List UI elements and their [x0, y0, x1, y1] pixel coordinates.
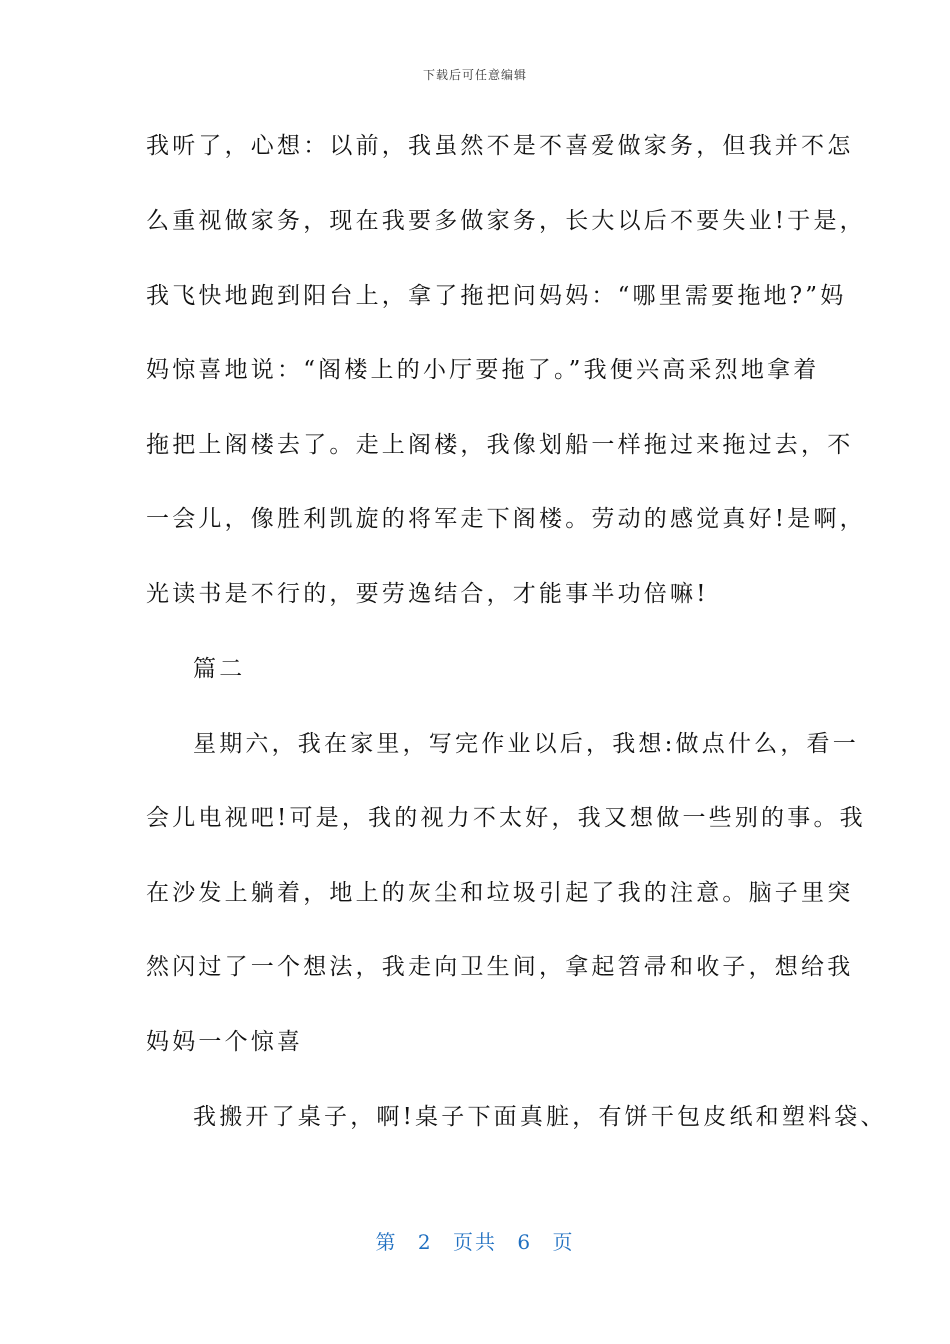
body-line-2: 么重视做家务，现在我要多做家务，长大以后不要失业!于是， [146, 208, 866, 234]
body-line-14: 我搬开了桌子，啊!桌子下面真脏，有饼干包皮纸和塑料袋、 [193, 1104, 887, 1130]
footer-mid: 页共 [453, 1230, 497, 1254]
page-footer [0, 1226, 950, 1255]
page-header: 下载后可任意编辑 [422, 68, 527, 82]
body-line-6: 一会儿，像胜利凯旋的将军走下阁楼。劳动的感觉真好!是啊， [146, 506, 866, 532]
body-line-12: 然闪过了一个想法，我走向卫生间，拿起笤帚和收子，想给我 [146, 954, 854, 980]
section-heading: 篇二 [193, 656, 246, 682]
footer-total-pages: 6 [517, 1230, 533, 1254]
body-line-13: 妈妈一个惊喜 [146, 1029, 304, 1055]
body-line-4: 妈惊喜地说：“阁楼上的小厅要拖了。”我便兴高采烈地拿着 [146, 357, 820, 383]
footer-prefix: 第 [375, 1230, 398, 1254]
footer-page-number: 2 [417, 1230, 433, 1254]
body-line-1: 我听了，心想：以前，我虽然不是不喜爱做家务，但我并不怎 [146, 133, 854, 159]
body-line-5: 拖把上阁楼去了。走上阁楼，我像划船一样拖过来拖过去，不 [146, 432, 854, 458]
body-line-10: 会儿电视吧!可是，我的视力不太好，我又想做一些别的事。我 [146, 805, 866, 831]
footer-suffix: 页 [552, 1230, 575, 1254]
body-line-7: 光读书是不行的，要劳逸结合，才能事半功倍嘛! [146, 581, 709, 607]
body-line-3: 我飞快地跑到阳台上，拿了拖把问妈妈：“哪里需要拖地?”妈 [146, 283, 847, 309]
body-line-9: 星期六，我在家里，写完作业以后，我想:做点什么，看一 [193, 731, 859, 757]
body-line-11: 在沙发上躺着，地上的灰尘和垃圾引起了我的注意。脑子里突 [146, 880, 854, 906]
